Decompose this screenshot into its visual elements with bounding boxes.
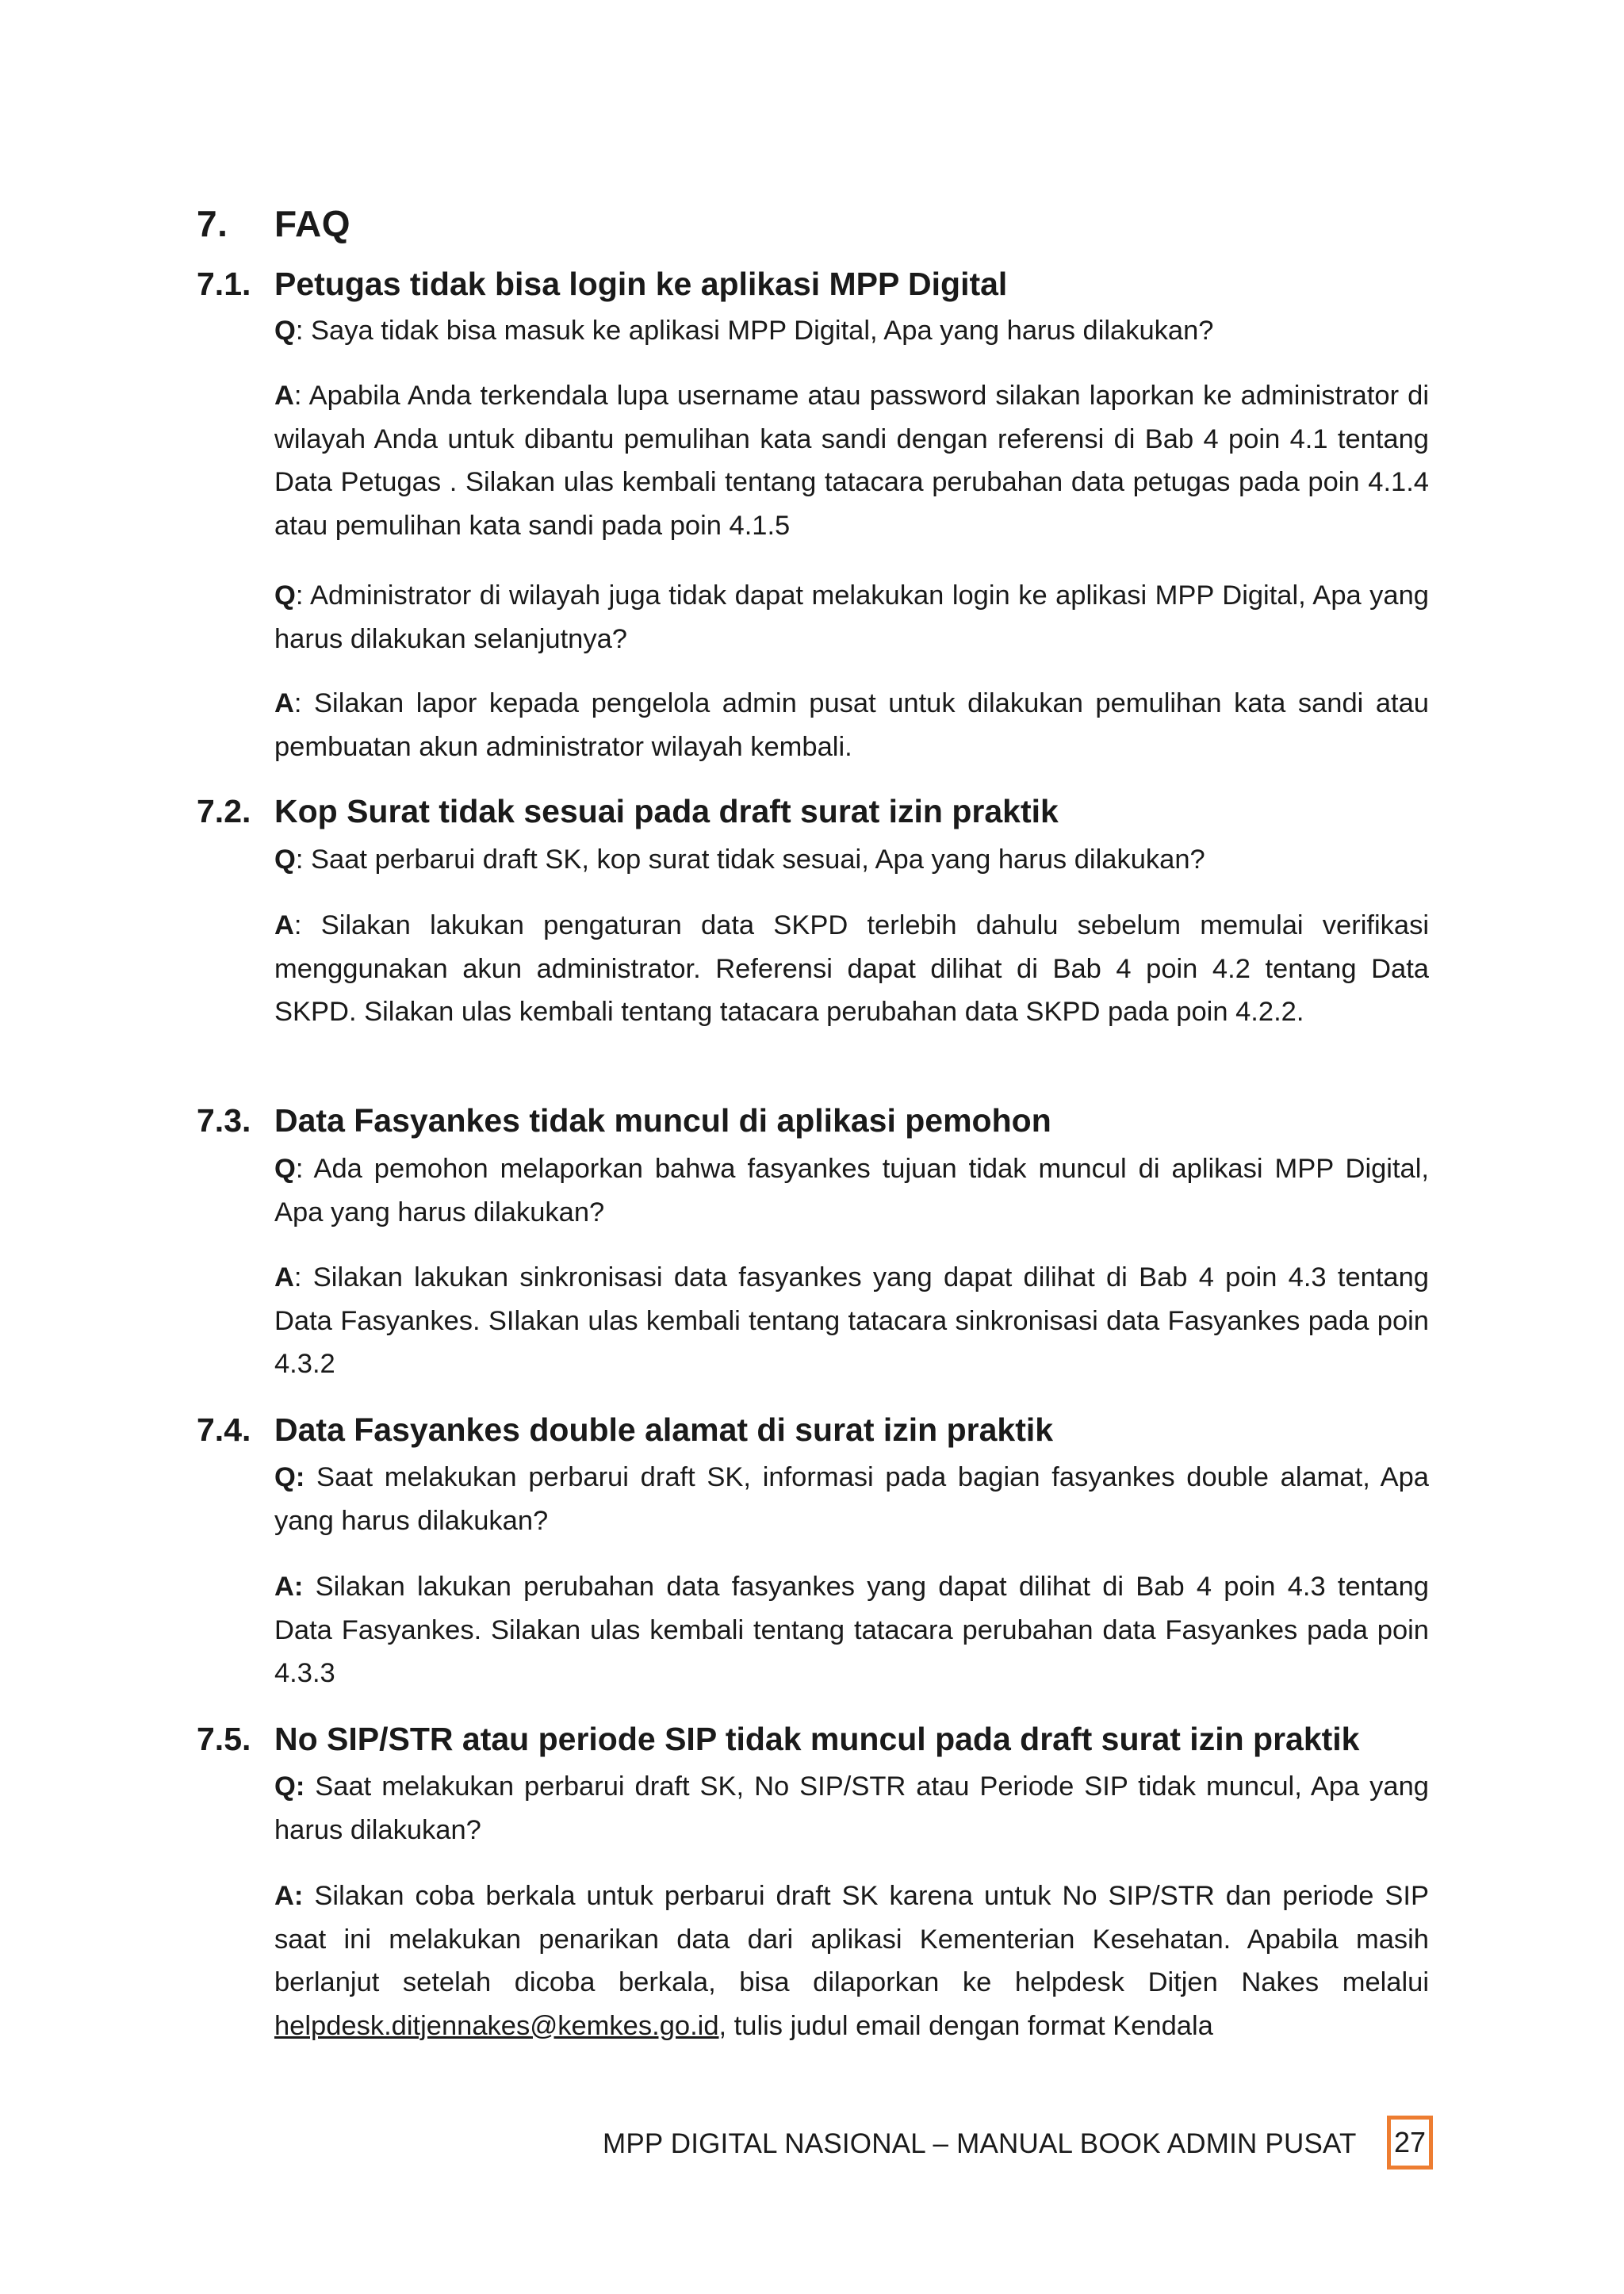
faq-question — [274, 838, 1429, 882]
page-number: 27 — [1387, 2116, 1433, 2170]
question-label: Q: — [274, 1771, 305, 1802]
question-text: : Saya tidak bisa masuk ke aplikasi MPP Digital, Apa yang harus dilakukan? — [295, 316, 1214, 346]
faq-question — [274, 309, 1429, 353]
answer-text: : Apabila Anda terkendala lupa username atau password silakan laporkan ke administrator di wilayah Anda untuk dibantu pemulihan kata sandi dengan referensi di Bab 4 poin 4.1 tentang Data Petugas . Silakan ulas kembali tentang tatacara perubahan data petugas pada poin 4.1.4 atau pemulihan kata sandi pada poin 4.1.5 — [274, 381, 1429, 541]
answer-label: A — [274, 910, 294, 940]
question-text: : Saat perbarui draft SK, kop surat tidak sesuai, Apa yang harus dilakukan? — [295, 844, 1205, 875]
chapter-title: FAQ — [274, 203, 351, 244]
faq-question — [274, 574, 1429, 661]
faq-answer — [274, 374, 1429, 547]
faq-question — [274, 1765, 1429, 1852]
question-label: Q — [274, 316, 296, 346]
answer-label: A — [274, 381, 294, 411]
section-heading-7-4 — [197, 1411, 1053, 1449]
question-text: Saat melakukan perbarui draft SK, informasi pada bagian fasyankes double alamat, Apa yang harus dilakukan? — [274, 1462, 1429, 1536]
section-number: 7.5. — [197, 1721, 251, 1757]
section-title: Data Fasyankes tidak muncul di aplikasi pemohon — [274, 1102, 1051, 1139]
answer-text: Silakan lakukan perubahan data fasyankes yang dapat dilihat di Bab 4 poin 4.3 tentang Data Fasyankes. Silakan ulas kembali tentang tatacara perubahan data Fasyankes pada poin 4.3.3 — [274, 1572, 1429, 1688]
section-number: 7.4. — [197, 1411, 251, 1448]
section-number: 7.3. — [197, 1102, 251, 1139]
section-heading-7-5 — [197, 1721, 1359, 1758]
question-label: Q: — [274, 1462, 305, 1492]
question-text: : Ada pemohon melaporkan bahwa fasyankes tujuan tidak muncul di aplikasi MPP Digital, Apa yang harus dilakukan? — [274, 1154, 1429, 1227]
section-number: 7.1. — [197, 266, 251, 302]
question-text: : Administrator di wilayah juga tidak dapat melakukan login ke aplikasi MPP Digital, Apa yang harus dilakukan selanjutnya? — [274, 580, 1429, 654]
faq-answer — [274, 1875, 1429, 2047]
question-label: Q — [274, 580, 296, 611]
answer-label: A: — [274, 1572, 304, 1602]
faq-answer — [274, 682, 1429, 768]
chapter-heading — [197, 202, 350, 245]
section-title: No SIP/STR atau periode SIP tidak muncul pada draft surat izin praktik — [274, 1721, 1360, 1757]
section-heading-7-3 — [197, 1102, 1051, 1139]
question-label: Q — [274, 1154, 296, 1184]
answer-text: : Silakan lakukan pengaturan data SKPD terlebih dahulu sebelum memulai verifikasi menggunakan akun administrator. Referensi dapat dilihat di Bab 4 poin 4.2 tentang Data SKPD. Silakan ulas kembali tentang tatacara perubahan data SKPD pada poin 4.2.2. — [274, 910, 1429, 1027]
faq-question — [274, 1456, 1429, 1542]
faq-answer — [274, 1256, 1429, 1386]
faq-question — [274, 1147, 1429, 1234]
section-number: 7.2. — [197, 793, 251, 829]
answer-text-continued: , tulis judul email dengan format Kendala — [718, 2010, 1213, 2041]
footer-title: MPP DIGITAL NASIONAL – MANUAL BOOK ADMIN PUSAT — [603, 2128, 1357, 2159]
answer-label: A — [274, 688, 294, 718]
helpdesk-email-link[interactable]: helpdesk.ditjennakes@kemkes.go.id — [274, 2010, 719, 2041]
question-text: Saat melakukan perbarui draft SK, No SIP/STR atau Periode SIP tidak muncul, Apa yang harus dilakukan? — [274, 1771, 1429, 1845]
answer-label: A: — [274, 1881, 304, 1911]
section-heading-7-1 — [197, 266, 1007, 303]
answer-text: : Silakan lakukan sinkronisasi data fasyankes yang dapat dilihat di Bab 4 poin 4.3 tentang Data Fasyankes. SIlakan ulas kembali tentang tatacara sinkronisasi data Fasyankes pada poin 4.3.2 — [274, 1262, 1429, 1379]
section-title: Petugas tidak bisa login ke aplikasi MPP Digital — [274, 266, 1008, 302]
section-title: Kop Surat tidak sesuai pada draft surat izin praktik — [274, 793, 1059, 829]
section-heading-7-2 — [197, 793, 1059, 830]
question-label: Q — [274, 844, 296, 875]
answer-text: Silakan coba berkala untuk perbarui draft SK karena untuk No SIP/STR dan periode SIP saat ini melakukan penarikan data dari aplikasi Kementerian Kesehatan. Apabila masih berlanjut setelah dicoba berkala, bisa dilaporkan ke helpdesk Ditjen Nakes melalui — [274, 1881, 1429, 1997]
answer-text: : Silakan lapor kepada pengelola admin pusat untuk dilakukan pemulihan kata sandi atau pembuatan akun administrator wilayah kembali. — [274, 688, 1429, 762]
section-title: Data Fasyankes double alamat di surat izin praktik — [274, 1411, 1054, 1448]
chapter-number: 7. — [197, 203, 228, 244]
answer-label: A — [274, 1262, 294, 1293]
faq-answer — [274, 904, 1429, 1034]
faq-answer — [274, 1565, 1429, 1695]
